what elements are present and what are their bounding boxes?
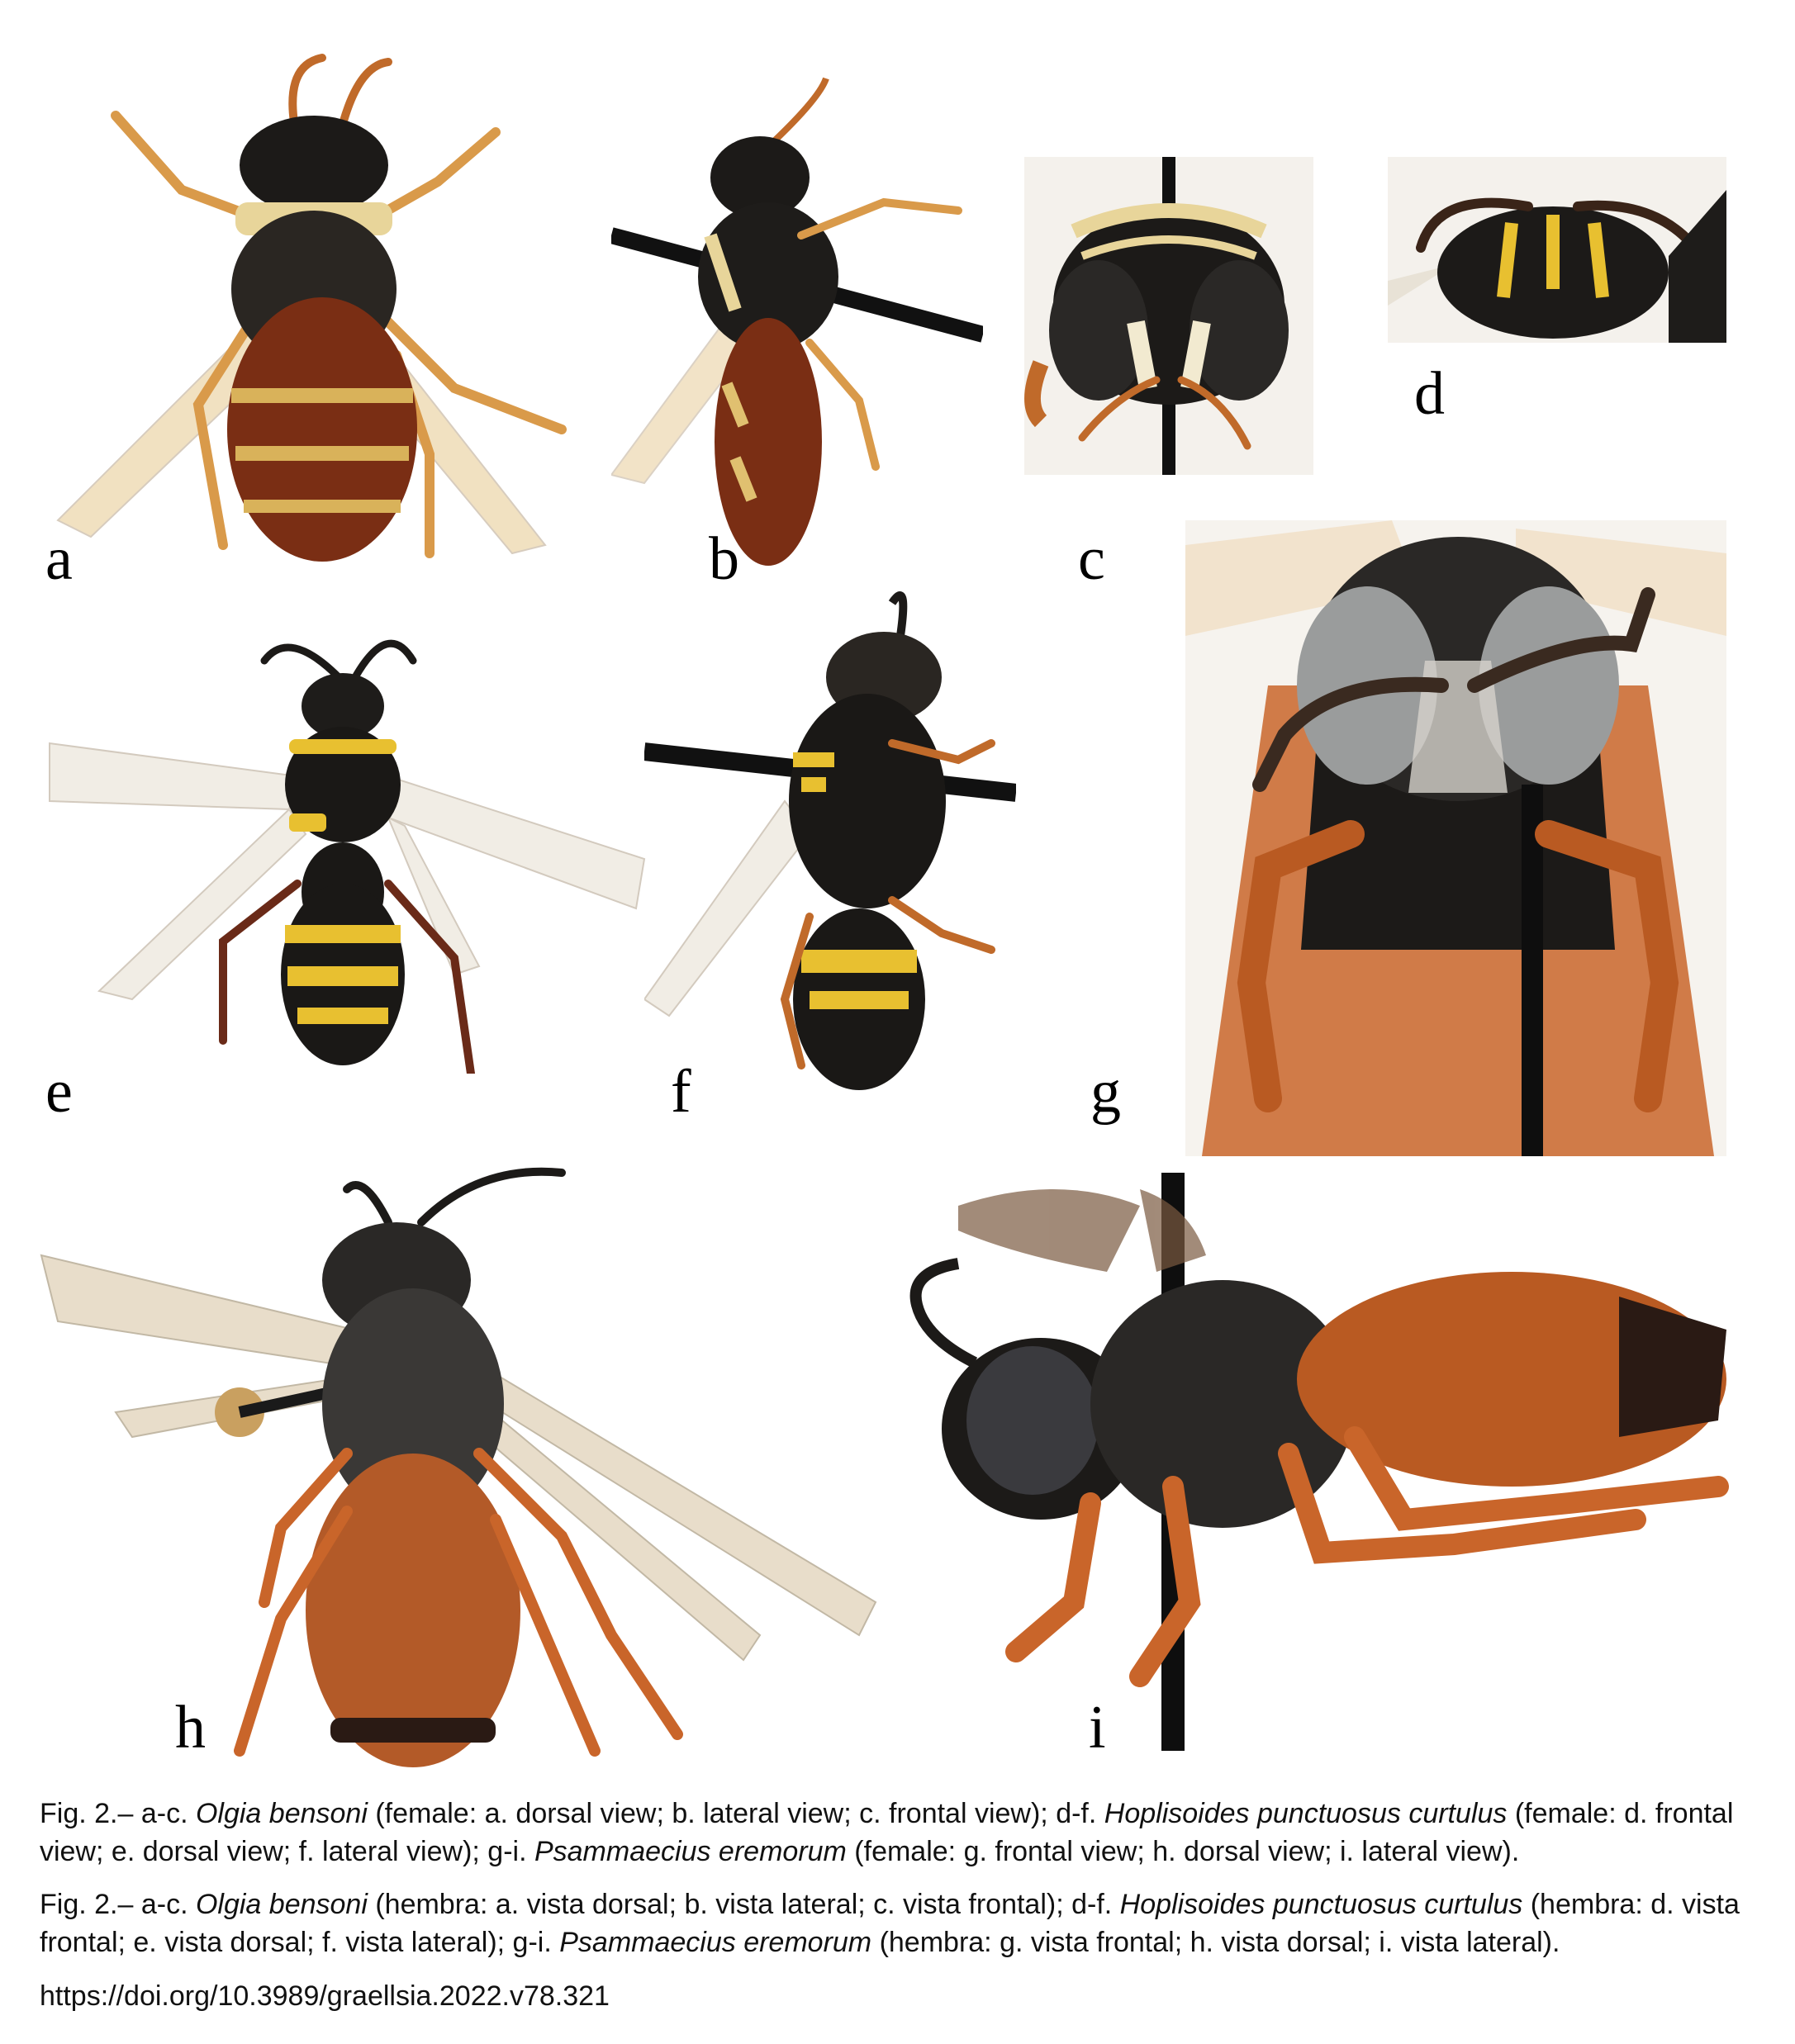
panel-label-i: i — [1089, 1694, 1106, 1762]
photo-d-frontal — [1388, 157, 1726, 343]
photo-c-frontal — [1024, 157, 1313, 475]
doi-link[interactable]: https://doi.org/10.3989/graellsia.2022.v78.321 — [40, 1980, 610, 2012]
species-name-hoplisoides-punctuosus-curtulus: Hoplisoides punctuosus curtulus — [1119, 1889, 1523, 1920]
panel-label-c: c — [1078, 525, 1105, 593]
figure-caption-spanish: Fig. 2.– a-c. Olgia bensoni (hembra: a. vista dorsal; b. vista lateral; c. vista frontal); d-f. Hoplisoides punctuosus curtulus (hembra: d. vista frontal; e. vista dorsal; f. vista lateral); g-i. Psammaecius eremorum (hembra: g. vista frontal; h. vista dorsal; i. vista lateral). — [40, 1889, 1740, 1958]
panel-label-a: a — [45, 525, 73, 593]
panel-label-f: f — [671, 1058, 691, 1126]
panel-label-e: e — [45, 1058, 73, 1126]
species-name-psammaecius-eremorum: Psammaecius eremorum — [559, 1927, 872, 1958]
photo-b-lateral — [611, 70, 983, 566]
panel-label-g: g — [1090, 1058, 1121, 1126]
panel-label-b: b — [709, 525, 739, 593]
species-name-olgia-bensoni: Olgia bensoni — [195, 1798, 368, 1829]
figure-caption-english: Fig. 2.– a-c. Olgia bensoni (female: a. dorsal view; b. lateral view; c. frontal view); d-f. Hoplisoides punctuosus curtulus (female: d. frontal view; e. dorsal view; f. lateral view); g-i. Psammaecius eremorum (female: g. frontal view; h. dorsal view; i. lateral view). — [40, 1798, 1734, 1867]
species-name-olgia-bensoni: Olgia bensoni — [195, 1889, 368, 1920]
panel-label-h: h — [175, 1694, 206, 1762]
panel-label-d: d — [1414, 360, 1445, 428]
species-name-psammaecius-eremorum: Psammaecius eremorum — [534, 1836, 847, 1867]
photo-g-frontal — [1185, 520, 1726, 1156]
photo-h-dorsal — [33, 1140, 884, 1767]
photo-a-dorsal — [33, 41, 595, 570]
photo-e-dorsal — [41, 611, 653, 1074]
photo-f-lateral — [644, 570, 1016, 1107]
photo-i-lateral — [892, 1173, 1751, 1751]
species-name-hoplisoides-punctuosus-curtulus: Hoplisoides punctuosus curtulus — [1104, 1798, 1508, 1829]
